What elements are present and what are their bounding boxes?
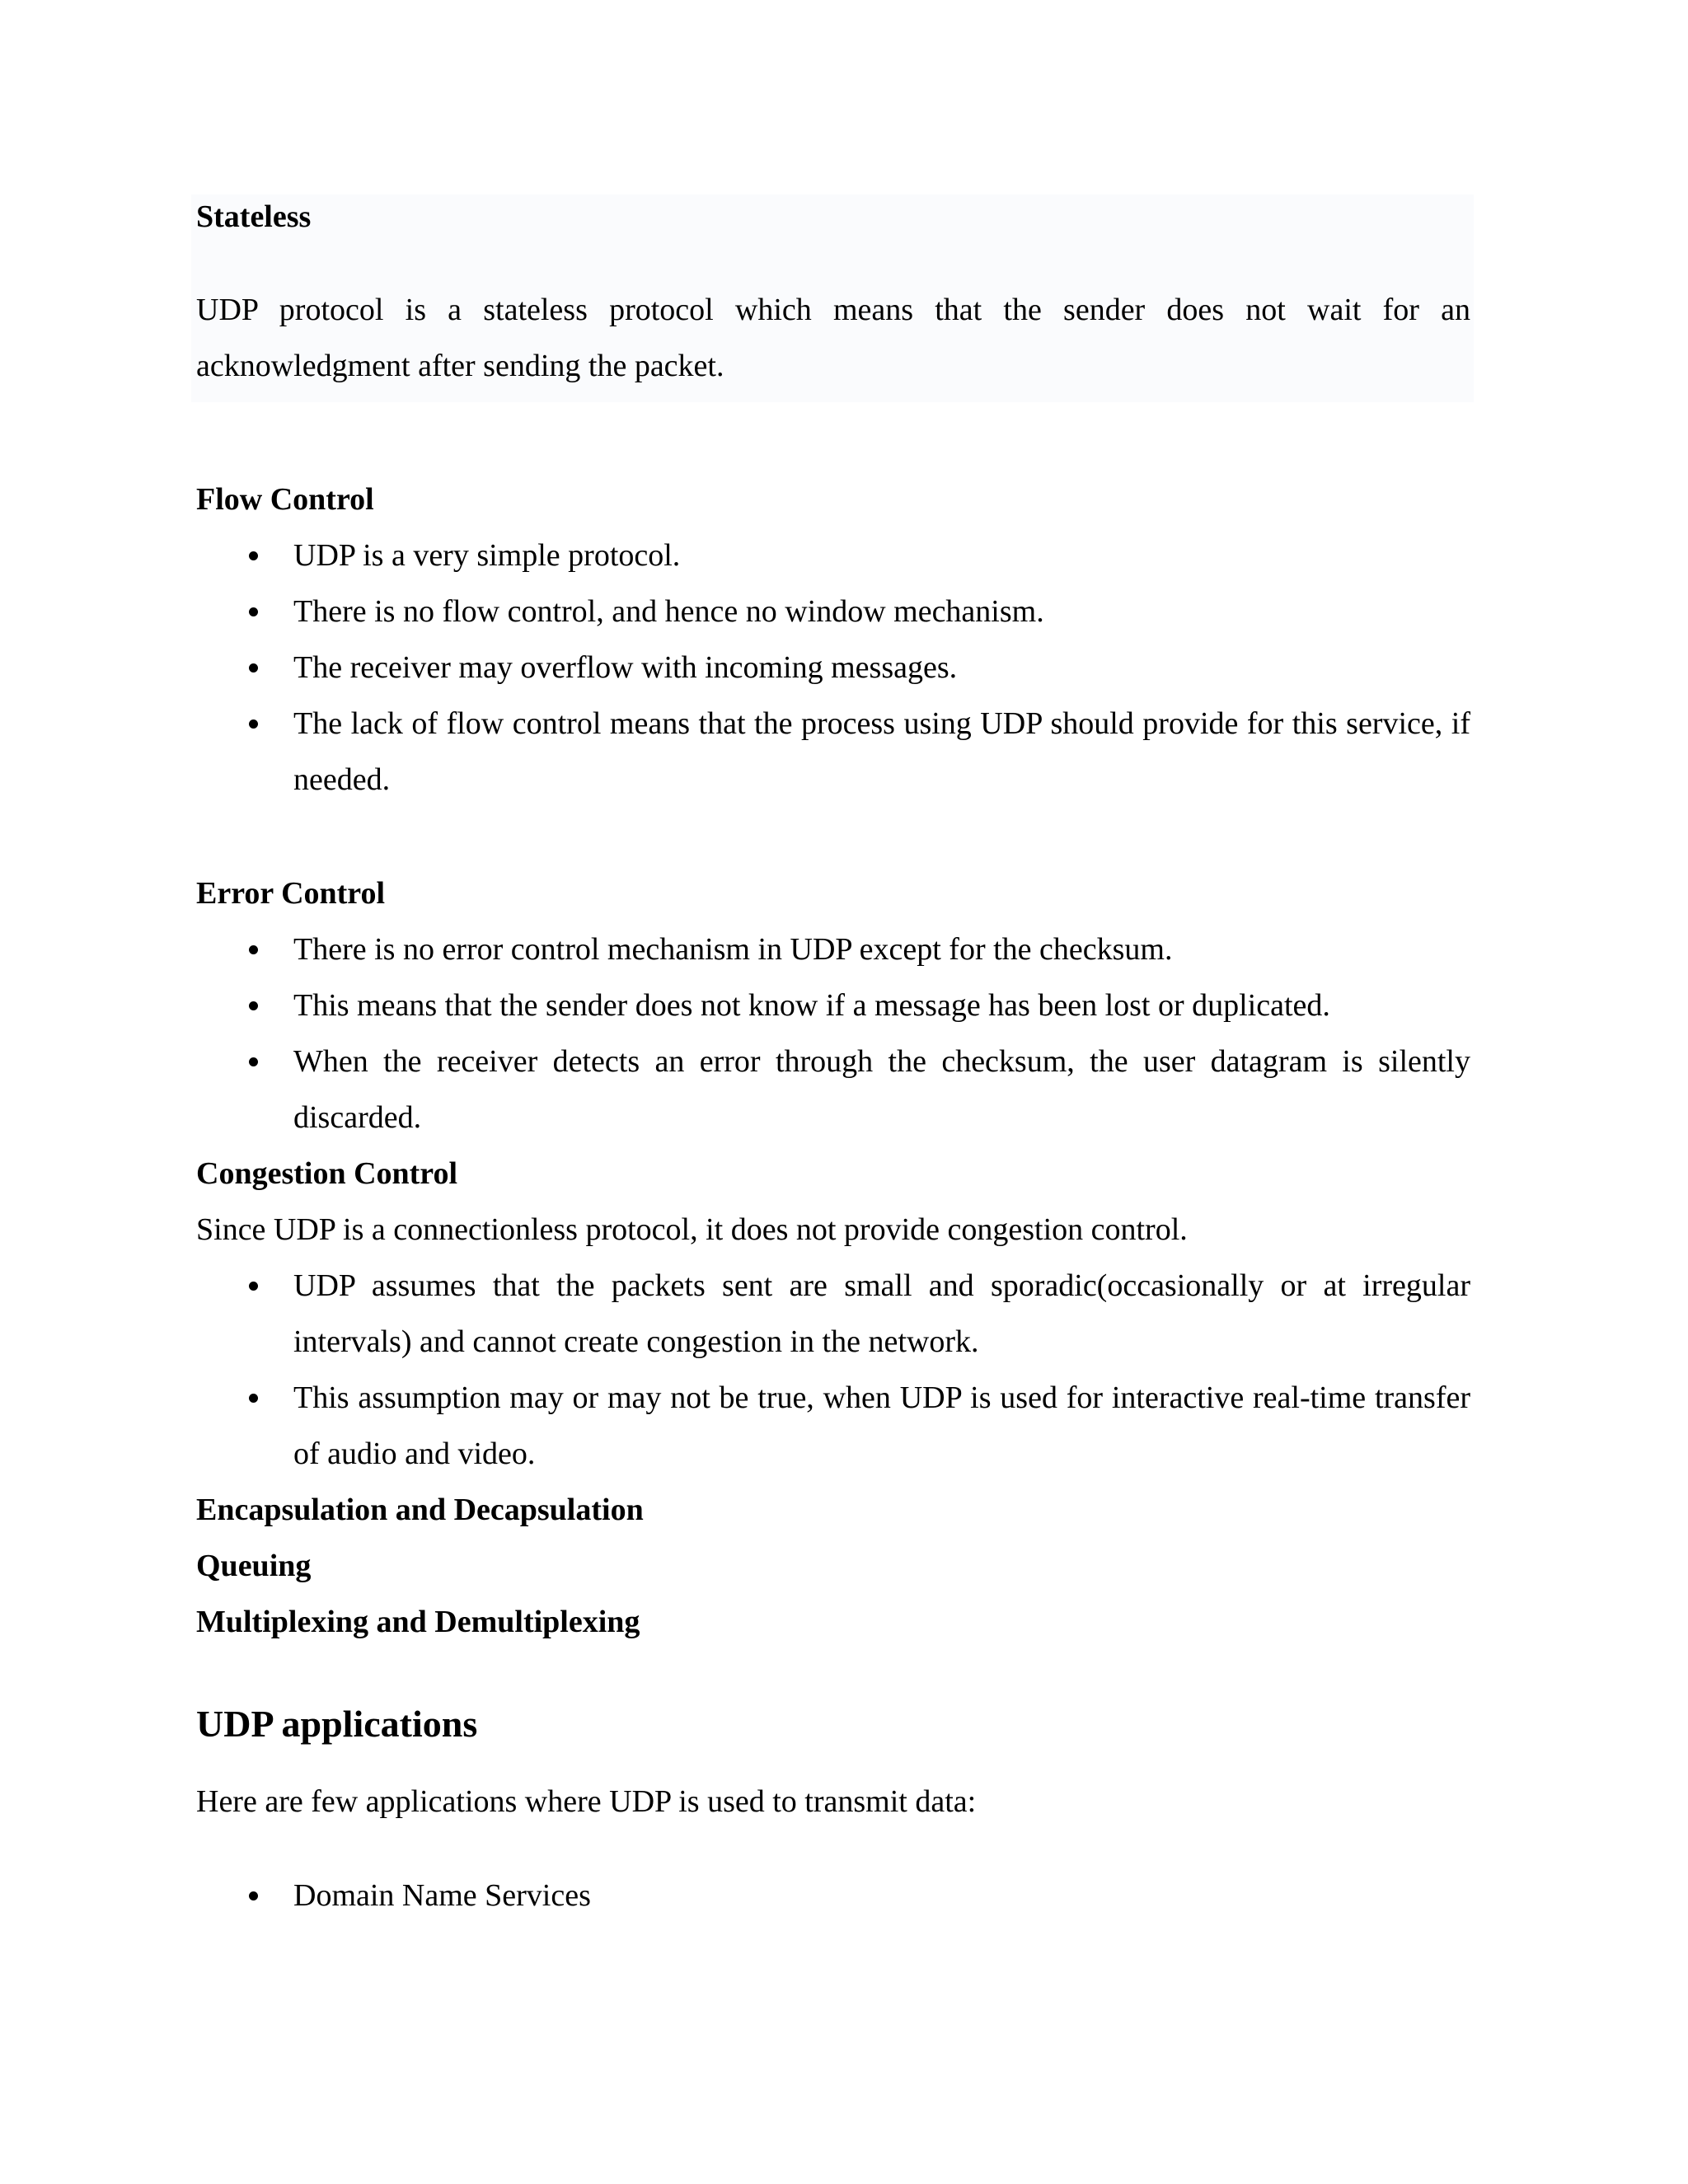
bullet-icon [249,1891,258,1900]
bullet-icon [249,1001,258,1010]
encapsulation-heading: Encapsulation and Decapsulation [196,1493,644,1527]
flow-control-list [196,527,1470,808]
udp-applications-list [196,1868,1470,1924]
udp-applications-heading: UDP applications [196,1703,478,1745]
list-item: When the receiver detects an error through the checksum, the user datagram is silently discarded. [196,1033,1470,1146]
bullet-icon [249,607,258,616]
list-item: There is no flow control, and hence no window mechanism. [196,583,1470,640]
multiplexing-heading: Multiplexing and Demultiplexing [196,1605,640,1639]
congestion-control-heading: Congestion Control [196,1156,458,1191]
list-item: Domain Name Services [196,1868,1470,1924]
bullet-icon [249,1057,258,1066]
queuing-heading: Queuing [196,1549,312,1583]
list-item: The receiver may overflow with incoming messages. [196,640,1470,696]
flow-control-heading: Flow Control [196,482,374,517]
error-control-list [196,921,1470,1146]
udp-applications-intro: Here are few applications where UDP is used to transmit data: [196,1784,977,1819]
udp-applications-intro-block [196,1774,1470,1830]
list-item: This means that the sender does not know if a message has been lost or duplicated. [196,977,1470,1033]
list-item: UDP is a very simple protocol. [196,527,1470,583]
bullet-icon [249,945,258,954]
list-item: This assumption may or may not be true, when UDP is used for interactive real-time transfer of audio and video. [196,1370,1470,1482]
stateless-paragraph: UDP protocol is a stateless protocol which means that the sender does not wait for an acknowledgment after sending the packet. [196,293,1470,383]
udp-applications-section [196,1696,1470,1752]
stateless-heading: Stateless [196,199,312,234]
bullet-icon [249,663,258,673]
bullet-icon [249,551,258,560]
list-item: There is no error control mechanism in UDP except for the checksum. [196,921,1470,977]
stateless-section [196,189,1470,245]
bullet-icon [249,1282,258,1291]
list-item: The lack of flow control means that the process using UDP should provide for this service, if needed. [196,696,1470,808]
error-control-heading: Error Control [196,876,386,911]
error-control-section [196,865,1470,1650]
stateless-body [196,282,1470,394]
flow-control-section [196,471,1470,808]
bullet-icon [249,719,258,729]
udp-applications-list-block [196,1868,1470,1924]
congestion-control-list [196,1258,1470,1482]
congestion-control-intro: Since UDP is a connectionless protocol, it does not provide congestion control. [196,1212,1188,1247]
bullet-icon [249,1394,258,1403]
list-item: UDP assumes that the packets sent are small and sporadic(occasionally or at irregular intervals) and cannot create congestion in the network. [196,1258,1470,1370]
